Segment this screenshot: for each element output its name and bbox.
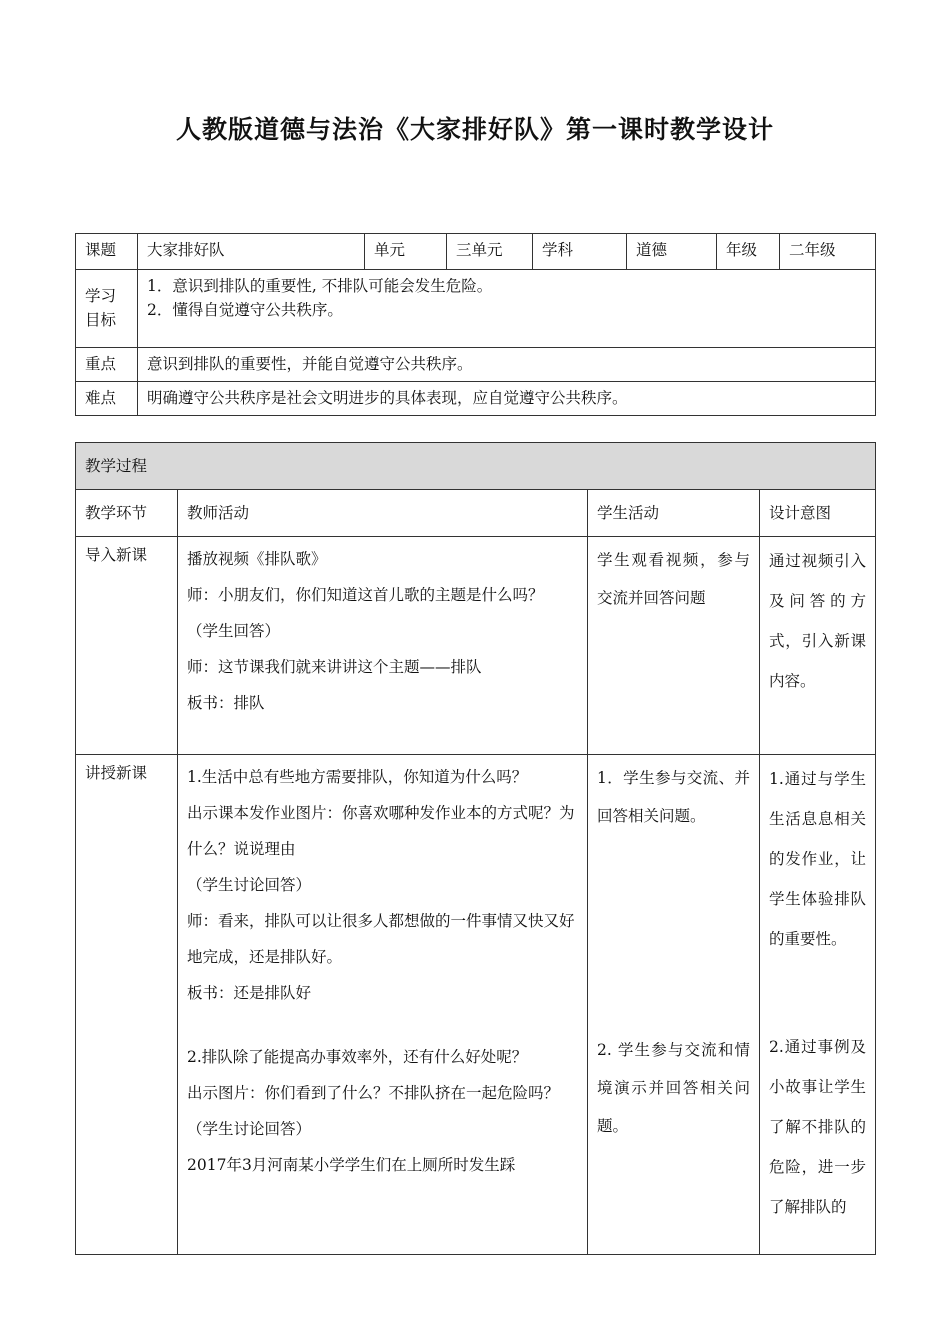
teacher-line: 出示图片：你们看到了什么？不排队挤在一起危险吗？ xyxy=(187,1084,560,1102)
goals-value xyxy=(138,270,876,348)
intro-stage: 导入新课 xyxy=(76,537,178,755)
goals-label xyxy=(76,270,138,348)
teacher-line: 1.生活中总有些地方需要排队，你知道为什么吗？ xyxy=(187,768,528,786)
goal-item: 1．意识到排队的重要性, 不排队可能会发生危险。 xyxy=(147,277,493,295)
lesson-intent xyxy=(760,755,876,1255)
lesson-student xyxy=(588,755,760,1255)
teacher-line: 板书：排队 xyxy=(187,694,265,712)
column-header: 学生活动 xyxy=(588,490,760,537)
unit-value: 三单元 xyxy=(447,234,533,270)
intro-student: 学生观看视频，参与交流并回答问题 xyxy=(588,537,760,755)
goals-label-text: 学习目标 xyxy=(85,287,117,329)
column-header: 教学环节 xyxy=(76,490,178,537)
teacher-line: 师：这节课我们就来讲讲这个主题——排队 xyxy=(187,658,482,676)
paragraph-gap xyxy=(187,1011,578,1039)
difficulty-label: 难点 xyxy=(76,382,138,416)
intro-intent: 通过视频引入及问答的方式，引入新课内容。 xyxy=(760,537,876,755)
subject-label: 学科 xyxy=(533,234,627,270)
page-title: 人教版道德与法治《大家排好队》第一课时教学设计 xyxy=(175,115,774,144)
student-activity-1: 1．学生参与交流、并回答相关问题。 xyxy=(597,769,750,825)
teacher-line: （学生回答） xyxy=(187,622,281,640)
topic-value: 大家排好队 xyxy=(138,234,365,270)
teacher-line: 2.排队除了能提高办事效率外，还有什么好处呢？ xyxy=(187,1048,528,1066)
key-value: 意识到排队的重要性，并能自觉遵守公共秩序。 xyxy=(138,348,876,382)
process-heading: 教学过程 xyxy=(76,443,876,490)
subject-value: 道德 xyxy=(627,234,717,270)
grade-value: 二年级 xyxy=(780,234,876,270)
teacher-line: 2017年3月河南某小学学生们在上厕所时发生踩 xyxy=(187,1156,516,1174)
student-activity-2: 2. 学生参与交流和情境演示并回答相关问题。 xyxy=(597,1041,750,1135)
intro-teacher xyxy=(178,537,588,755)
goal-item: 2．懂得自觉遵守公共秩序。 xyxy=(147,301,343,319)
key-label: 重点 xyxy=(76,348,138,382)
grade-label: 年级 xyxy=(717,234,780,270)
process-table xyxy=(75,442,876,1255)
topic-label: 课题 xyxy=(76,234,138,270)
teacher-line: 板书：还是排队好 xyxy=(187,984,312,1002)
column-header: 设计意图 xyxy=(760,490,876,537)
intent-1: 1.通过与学生生活息息相关的发作业，让学生体验排队的重要性。 xyxy=(769,770,867,948)
teacher-line: 播放视频《排队歌》 xyxy=(187,550,327,568)
teacher-line: 出示课本发作业图片：你喜欢哪种发作业本的方式呢？为什么？说说理由 xyxy=(187,804,575,858)
difficulty-value: 明确遵守公共秩序是社会文明进步的具体表现，应自觉遵守公共秩序。 xyxy=(138,382,876,416)
teacher-line: 师：看来，排队可以让很多人都想做的一件事情又快又好地完成，还是排队好。 xyxy=(187,912,575,966)
teacher-line: （学生讨论回答） xyxy=(187,1120,312,1138)
teacher-line: （学生讨论回答） xyxy=(187,876,312,894)
teacher-line: 师：小朋友们，你们知道这首儿歌的主题是什么吗？ xyxy=(187,586,544,604)
lesson-stage: 讲授新课 xyxy=(76,755,178,1255)
info-table xyxy=(75,233,876,416)
lesson-teacher xyxy=(178,755,588,1255)
column-header: 教师活动 xyxy=(178,490,588,537)
unit-label: 单元 xyxy=(365,234,447,270)
intent-2: 2.通过事例及小故事让学生了解不排队的危险，进一步了解排队的 xyxy=(769,1038,867,1216)
